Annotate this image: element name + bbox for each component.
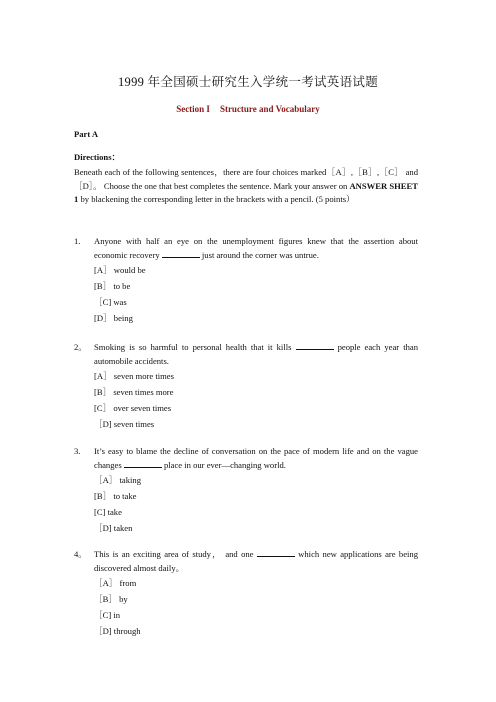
question-4	[74, 548, 418, 639]
exam-title: 1999 年全国硕士研究生入学统一考试英语试题	[117, 75, 379, 89]
stem-text-after: place in our ever—changing world.	[161, 459, 286, 470]
option-a: [A］ seven more times	[94, 371, 174, 382]
option-c: ［C] was	[94, 297, 127, 308]
option-c: ［C] in	[94, 610, 121, 621]
question-number: 4。	[74, 549, 87, 559]
question-stem	[94, 341, 418, 368]
directions-text	[74, 166, 418, 207]
question-number: 3.	[74, 446, 81, 456]
option-c: [C] take	[94, 507, 122, 518]
option-a: [A］ would be	[94, 265, 146, 276]
option-a: ［A］ from	[94, 578, 137, 589]
question-number: 1.	[74, 236, 81, 246]
directions-text-before: Beneath each of the following sentences，there are four choices marked［A］,［B］,［C］ and［D］。 Choose the one that best completes the sentence. Mark your answer on	[74, 167, 418, 191]
stem-text-after: people each year than automobile accidents.	[94, 342, 418, 366]
option-c: [C］ over seven times	[94, 403, 172, 414]
question-1	[74, 235, 418, 326]
question-stem	[94, 445, 418, 472]
option-b: [B］ to take	[94, 491, 137, 502]
part-heading: Part A	[74, 129, 99, 139]
directions-heading: Directions：	[74, 152, 121, 162]
answer-blank	[162, 249, 200, 258]
section-name: Structure and Vocabulary	[219, 104, 320, 114]
answer-blank	[296, 341, 334, 350]
option-d: [D］ being	[94, 313, 133, 324]
question-2	[74, 341, 418, 432]
question-stem	[94, 235, 418, 262]
option-b: [B］ seven times more	[94, 387, 174, 398]
question-3	[74, 445, 418, 536]
directions-emphasis: ANSWER SHEET 1	[74, 180, 418, 205]
option-b: ［B］ by	[94, 594, 128, 605]
question-number: 2。	[74, 342, 87, 352]
answer-blank	[257, 548, 295, 557]
question-stem	[94, 548, 418, 575]
answer-blank	[124, 459, 162, 468]
stem-text-before: This is an exciting area of study， and one	[94, 549, 257, 559]
stem-text-after: which new applications are being discovered almost daily。	[94, 549, 418, 573]
section-label: Section I	[176, 104, 210, 114]
option-b: [B］ to be	[94, 281, 131, 292]
option-d: ［D] through	[94, 626, 141, 637]
stem-text-before: It’s easy to blame the decline of conversation on the pace of modern life and on the vague changes	[94, 446, 418, 470]
option-d: ［D] seven times	[94, 419, 155, 430]
directions-text-after: by blackening the corresponding letter in the brackets with a pencil. (5 points）	[78, 194, 355, 205]
stem-text-before: Smoking is so harmful to personal health that it kills	[94, 342, 296, 352]
section-heading	[0, 104, 496, 114]
stem-text-before: Anyone with half an eye on the unemployment figures knew that the assertion about economic recovery	[94, 236, 418, 260]
option-d: ［D] taken	[94, 523, 133, 534]
stem-text-after: just around the corner was untrue.	[199, 249, 319, 260]
option-a: ［A］ taking	[94, 475, 142, 486]
